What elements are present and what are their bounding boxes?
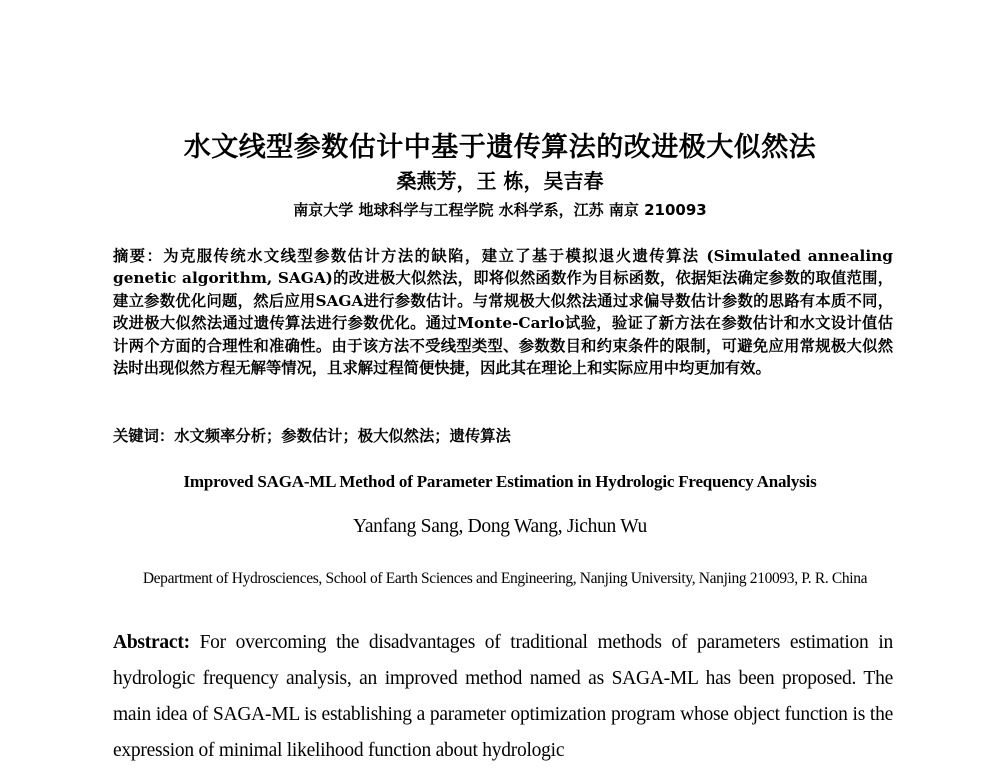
english-title: Improved SAGA-ML Method of Parameter Estimation in Hydrologic Frequency Analysis xyxy=(183,472,817,491)
chinese-keywords xyxy=(113,425,893,447)
english-abstract xyxy=(113,625,893,769)
english-authors: Yanfang Sang, Dong Wang, Jichun Wu xyxy=(352,516,648,537)
chinese-authors: 桑燕芳，王 栋，吴吉春 xyxy=(396,169,604,193)
chinese-affiliation: 南京大学 地球科学与工程学院 水科学系，江苏 南京 210093 xyxy=(293,201,707,219)
chinese-keywords-label: 关键词： xyxy=(113,427,175,445)
chinese-abstract-label: 摘要： xyxy=(113,247,164,265)
chinese-abstract xyxy=(113,245,893,379)
english-abstract-text: For overcoming the disadvantages of traditional methods of parameters estimation in hydrologic frequency analysis, an improved method named as SAGA-ML has been proposed. The main idea of SAGA-ML is establishing a parameter optimization program whose object function is the expression of minimal likelihood function about hydrologic xyxy=(113,632,893,761)
chinese-abstract-text: 为克服传统水文线型参数估计方法的缺陷，建立了基于模拟退火遗传算法 (Simulated annealing genetic algorithm, SAGA)的改进极大似然法，即将似然函数作为目标函数，依据矩法确定参数的取值范围，建立参数优化问题，然后应用SAGA进行参数估计。与常规极大似然法通过求偏导数估计参数的思路有本质不同，改进极大似然法通过遗传算法进行参数优化。通过Monte-Carlo试验，验证了新方法在参数估计和水文设计值估计两个方面的合理性和准确性。由于该方法不受线型类型、参数数目和约束条件的限制，可避免应用常规极大似然法时出现似然方程无解等情况，且求解过程简便快捷，因此其在理论上和实际应用中均更加有效。 xyxy=(113,247,893,378)
chinese-keywords-text: 水文频率分析；参数估计；极大似然法；遗传算法 xyxy=(174,427,511,445)
english-affiliation: Department of Hydrosciences, School of Earth Sciences and Engineering, Nanjing University, Nanjing 210093, P. R. China xyxy=(142,570,868,587)
chinese-title: 水文线型参数估计中基于遗传算法的改进极大似然法 xyxy=(183,132,817,163)
english-abstract-label: Abstract: xyxy=(113,632,190,653)
